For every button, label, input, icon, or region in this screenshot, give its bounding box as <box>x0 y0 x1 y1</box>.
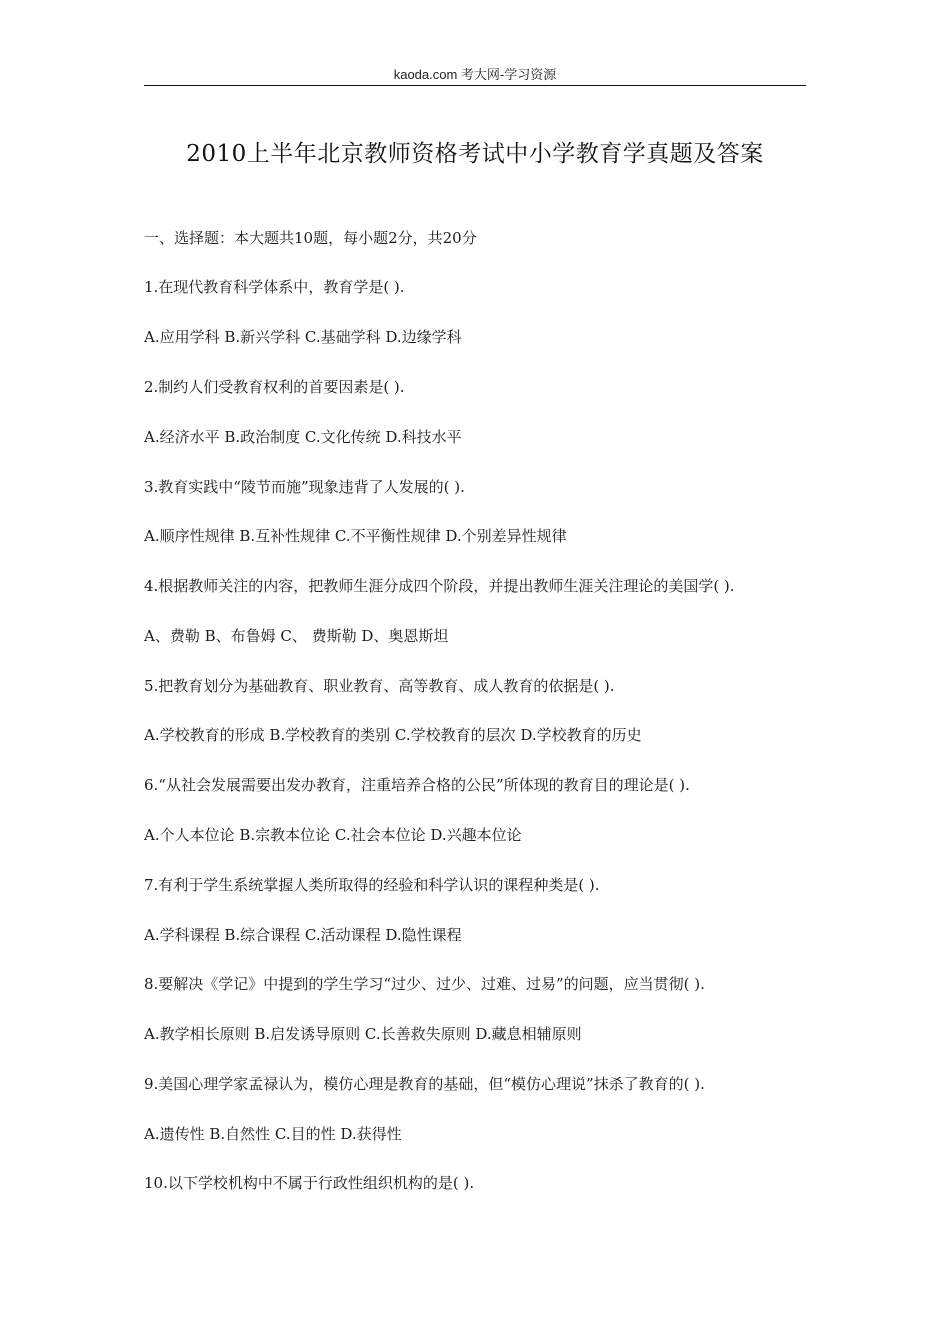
question-10: 10.以下学校机构中不属于行政性组织机构的是( ). <box>144 1174 475 1192</box>
question-7-options: A.学科课程 B.综合课程 C.活动课程 D.隐性课程 <box>144 926 462 944</box>
question-4: 4.根据教师关注的内容，把教师生涯分成四个阶段，并提出教师生涯关注理论的美国学( ). <box>144 577 735 595</box>
question-8-options: A.教学相长原则 B.启发诱导原则 C.长善救失原则 D.藏息相辅原则 <box>144 1025 582 1043</box>
question-4-options: A、费勒 B、布鲁姆 C、 费斯勒 D、奥恩斯坦 <box>144 627 449 645</box>
question-6-options: A.个人本位论 B.宗教本位论 C.社会本位论 D.兴趣本位论 <box>144 826 522 844</box>
section-heading: 一、选择题：本大题共10题，每小题2分，共20分 <box>144 229 477 247</box>
header-divider <box>144 85 806 86</box>
question-9: 9.美国心理学家孟禄认为，模仿心理是教育的基础，但“模仿心理说”抹杀了教育的( ). <box>144 1075 705 1093</box>
question-1-options: A.应用学科 B.新兴学科 C.基础学科 D.边缘学科 <box>144 328 462 346</box>
question-3: 3.教育实践中“陵节而施”现象违背了人发展的( ). <box>144 478 465 496</box>
question-2: 2.制约人们受教育权利的首要因素是( ). <box>144 378 405 396</box>
question-2-options: A.经济水平 B.政治制度 C.文化传统 D.科技水平 <box>144 428 462 446</box>
question-9-options: A.遗传性 B.自然性 C.目的性 D.获得性 <box>144 1125 402 1143</box>
question-3-options: A.顺序性规律 B.互补性规律 C.不平衡性规律 D.个别差异性规律 <box>144 527 567 545</box>
question-7: 7.有利于学生系统掌握人类所取得的经验和科学认识的课程种类是( ). <box>144 876 600 894</box>
question-5: 5.把教育划分为基础教育、职业教育、高等教育、成人教育的依据是( ). <box>144 677 615 695</box>
document-title: 2010上半年北京教师资格考试中小学教育学真题及答案 <box>186 141 764 167</box>
question-5-options: A.学校教育的形成 B.学校教育的类别 C.学校教育的层次 D.学校教育的历史 <box>144 726 642 744</box>
page-header: kaoda.com 考大网-学习资源 <box>393 67 557 82</box>
question-8: 8.要解决《学记》中提到的学生学习“过少、过少、过难、过易”的问题，应当贯彻( ). <box>144 975 705 993</box>
question-6: 6.“从社会发展需要出发办教育，注重培养合格的公民”所体现的教育目的理论是( ). <box>144 776 690 794</box>
question-1: 1.在现代教育科学体系中，教育学是( ). <box>144 278 405 296</box>
